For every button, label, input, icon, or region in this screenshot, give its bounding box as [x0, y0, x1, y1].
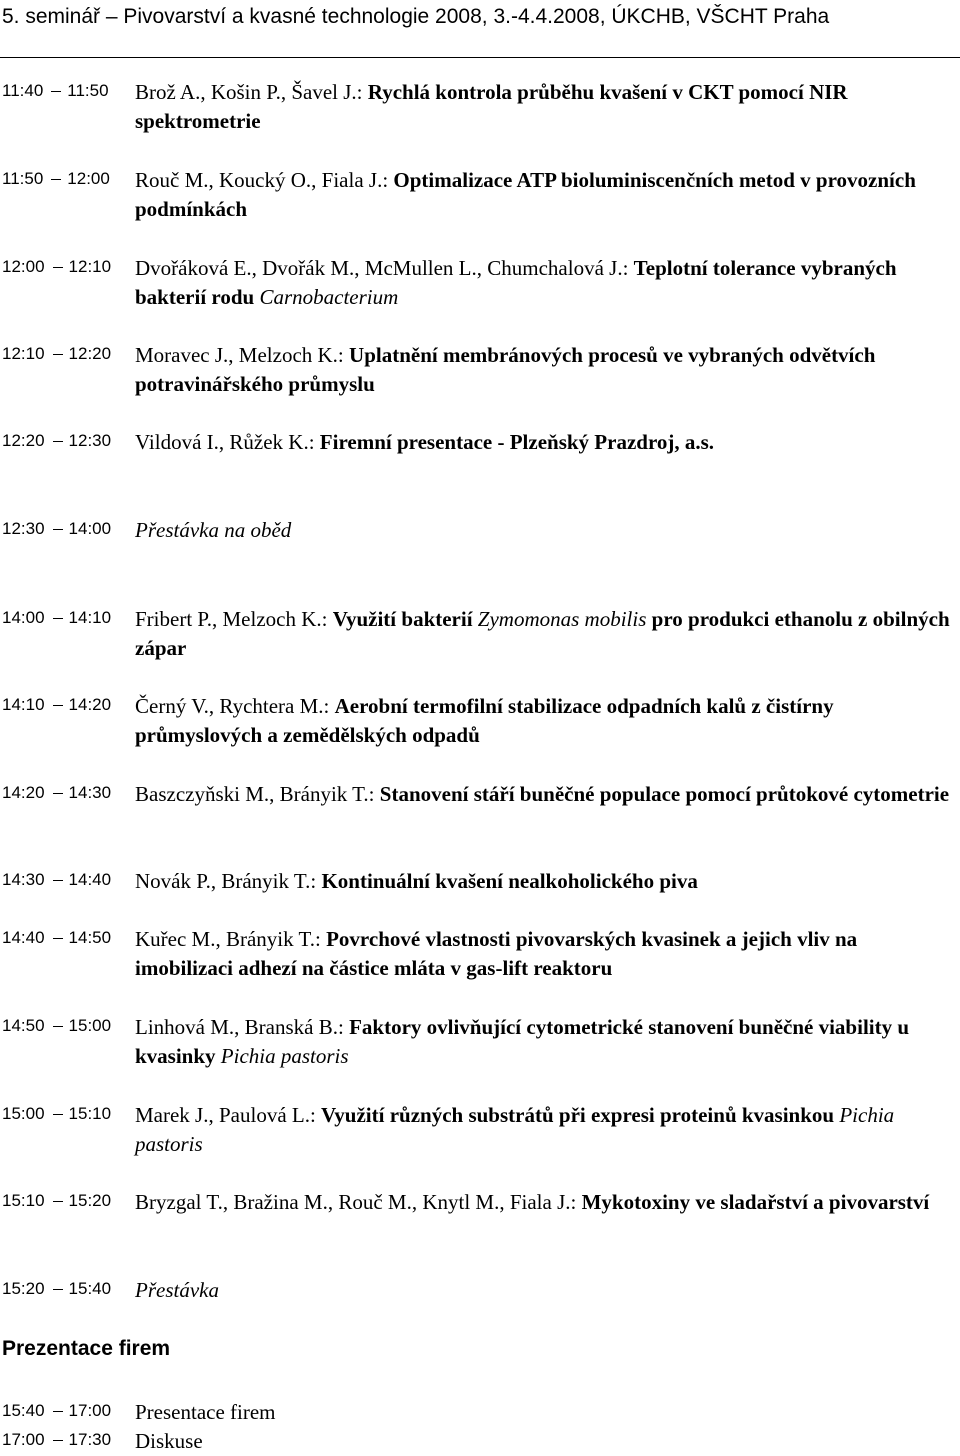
talk-title: Aerobní termofilní stabilizace odpadních kalů z čistírny průmyslových a zemědělských odpadů — [135, 694, 834, 747]
talk-title: Povrchové vlastnosti pivovarských kvasinek a jejich vliv na imobilizaci adhezí na částice mláta v gas-lift reaktoru — [135, 927, 858, 980]
start-time: 14:50 — [2, 1016, 45, 1035]
talk-title: Firemní presentace - Plzeňský Prazdroj, a.s. — [319, 430, 715, 454]
talk-authors: Brož A., Košin P., Šavel J.: — [135, 80, 368, 104]
talk-authors: Bryzgal T., Bražina M., Rouč M., Knytl M., Fiala J.: — [135, 1190, 582, 1214]
talk-title: Uplatnění membránových procesů ve vybraných odvětvích potravinářského průmyslu — [135, 343, 876, 396]
talk-authors: Kuřec M., Brányik T.: — [135, 927, 327, 951]
start-time: 14:20 — [2, 783, 45, 802]
time-slot — [2, 1015, 130, 1037]
company-item — [135, 1398, 955, 1427]
time-slot — [2, 430, 130, 452]
talk-authors: Marek J., Paulová L.: — [135, 1103, 322, 1127]
talk — [135, 166, 955, 224]
talk-title: Využití bakterií — [332, 607, 478, 631]
break-label: Přestávka na oběd — [135, 518, 292, 542]
talk-title: Faktory ovlivňující cytometrické stanovení buněčné viability u kvasinky — [135, 1015, 910, 1068]
end-time: 14:10 — [68, 608, 112, 627]
talk-authors: Dvořáková E., Dvořák M., McMullen L., Chumchalová J.: — [135, 256, 634, 280]
talk — [135, 692, 955, 750]
end-time: 15:20 — [68, 1191, 112, 1210]
talk — [135, 78, 955, 136]
start-time: 14:00 — [2, 608, 45, 627]
talk-title: Stanovení stáří buněčné populace pomocí průtokové cytometrie — [379, 782, 950, 806]
start-time: 17:00 — [2, 1430, 45, 1449]
talk-title: Kontinuální kvašení nealkoholického piva — [321, 869, 698, 893]
end-time: 14:20 — [68, 695, 112, 714]
talk — [135, 1101, 955, 1159]
end-time: 14:50 — [68, 928, 112, 947]
start-time: 15:10 — [2, 1191, 45, 1210]
end-time: 15:00 — [68, 1016, 112, 1035]
talk-title-species: Zymomonas mobilis — [477, 607, 647, 631]
time-slot — [2, 1103, 130, 1125]
break — [135, 1276, 955, 1305]
start-time: 12:30 — [2, 519, 45, 538]
end-time: 14:00 — [68, 519, 112, 538]
break-label: Přestávka — [135, 1278, 219, 1302]
time-slot — [2, 927, 130, 949]
talk-authors: Černý V., Rychtera M.: — [135, 694, 335, 718]
time-slot — [2, 80, 130, 102]
talk-title-rest: pro produkci ethanolu z obilných zápar — [135, 607, 950, 660]
talk-title: Teplotní tolerance vybraných bakterií rodu — [135, 256, 897, 309]
talk-title: Rychlá kontrola průběhu kvašení v CKT pomocí NIR spektrometrie — [135, 80, 848, 133]
break — [135, 516, 955, 545]
time-slot — [2, 1400, 130, 1422]
talk-authors: Baszczyňski M., Brányik T.: — [135, 782, 380, 806]
talk — [135, 605, 955, 663]
talk-authors: Rouč M., Koucký O., Fiala J.: — [135, 168, 394, 192]
start-time: 12:00 — [2, 257, 45, 276]
end-time: 14:40 — [68, 870, 112, 889]
end-time: 17:00 — [68, 1401, 112, 1420]
talk-title-species: Pichia pastoris — [220, 1044, 349, 1068]
end-time: 12:00 — [67, 169, 110, 188]
end-time: 15:10 — [68, 1104, 112, 1123]
end-time: 12:20 — [68, 344, 112, 363]
talk-title-species: Carnobacterium — [259, 285, 399, 309]
time-slot — [2, 607, 130, 629]
talk-authors: Linhová M., Branská B.: — [135, 1015, 350, 1039]
talk-authors: Fribert P., Melzoch K.: — [135, 607, 333, 631]
end-time: 15:40 — [68, 1279, 112, 1298]
end-time: 12:10 — [68, 257, 112, 276]
talk — [135, 780, 955, 809]
section-title: Prezentace firem — [2, 1337, 171, 1360]
talk — [135, 254, 955, 312]
start-time: 15:00 — [2, 1104, 45, 1123]
start-time: 14:10 — [2, 695, 45, 714]
talk-authors: Novák P., Brányik T.: — [135, 869, 322, 893]
talk-authors: Vildová I., Růžek K.: — [135, 430, 320, 454]
start-time: 15:40 — [2, 1401, 45, 1420]
start-time: 14:40 — [2, 928, 45, 947]
start-time: 12:20 — [2, 431, 45, 450]
talk — [135, 925, 955, 983]
talk — [135, 341, 955, 399]
time-slot — [2, 869, 130, 891]
time-slot — [2, 256, 130, 278]
time-slot — [2, 782, 130, 804]
end-time: 14:30 — [68, 783, 112, 802]
end-time: 11:50 — [67, 81, 109, 100]
time-slot — [2, 168, 130, 190]
time-slot — [2, 694, 130, 716]
start-time: 11:50 — [2, 169, 44, 188]
header-divider — [0, 57, 960, 58]
start-time: 12:10 — [2, 344, 45, 363]
start-time: 15:20 — [2, 1279, 45, 1298]
talk-title: Optimalizace ATP bioluminiscenčních metod v provozních podmínkách — [135, 168, 916, 221]
time-slot — [2, 1190, 130, 1212]
time-slot — [2, 1429, 130, 1451]
start-time: 14:30 — [2, 870, 45, 889]
time-slot — [2, 1278, 130, 1300]
talk — [135, 867, 955, 896]
company-item-label: Diskuse — [135, 1429, 203, 1453]
talk — [135, 1013, 955, 1071]
page-header: 5. seminář – Pivovarství a kvasné technologie 2008, 3.-4.4.2008, ÚKCHB, VŠCHT Praha — [2, 5, 830, 28]
talk — [135, 1188, 955, 1217]
end-time: 17:30 — [68, 1430, 112, 1449]
company-item-label: Presentace firem — [135, 1400, 276, 1424]
talk-title: Mykotoxiny ve sladařství a pivovarství — [581, 1190, 930, 1214]
talk — [135, 428, 955, 457]
time-slot — [2, 343, 130, 365]
start-time: 11:40 — [2, 81, 44, 100]
talk-title: Využití různých substrátů při expresi proteinů kvasinkou — [321, 1103, 840, 1127]
time-slot — [2, 518, 130, 540]
end-time: 12:30 — [68, 431, 112, 450]
talk-title-species: Pichia pastoris — [135, 1103, 895, 1156]
talk-authors: Moravec J., Melzoch K.: — [135, 343, 350, 367]
